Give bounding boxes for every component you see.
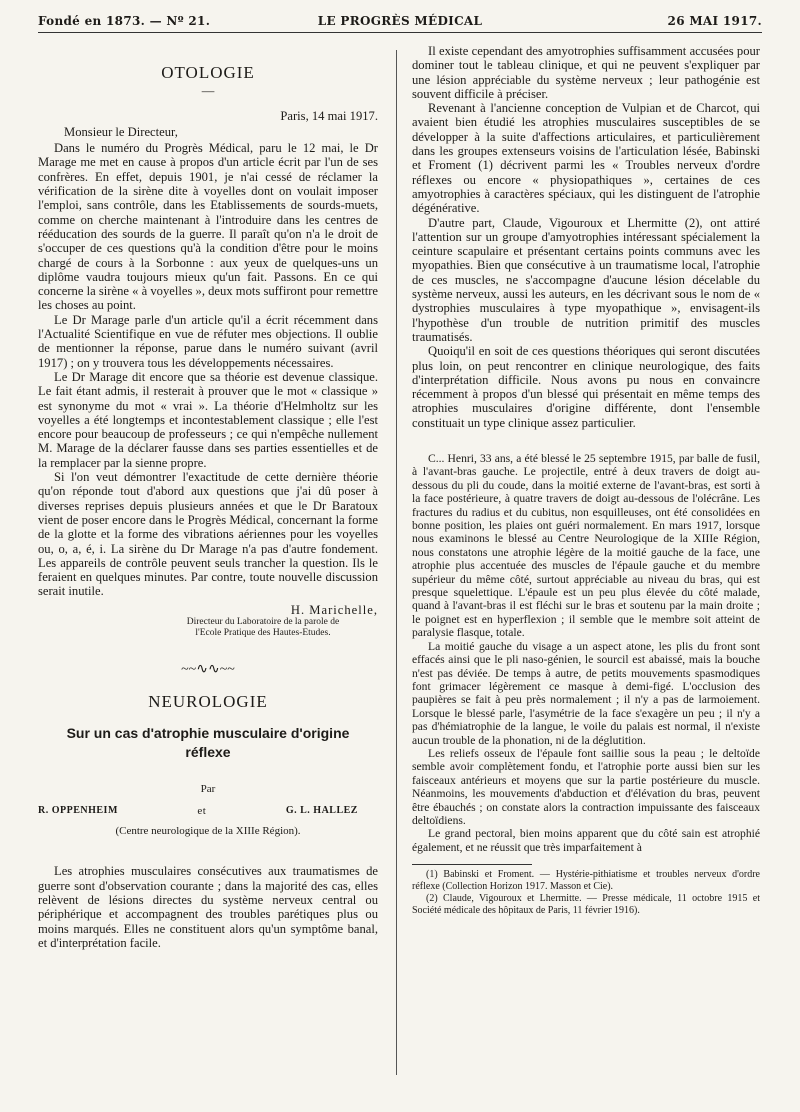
page-header [38, 12, 762, 33]
article-paragraph: D'autre part, Claude, Vigouroux et Lhermitte (2), ont attiré l'attention sur un groupe d'amyotrophies intéressant spécialement la ceinture scapulaire et présentant certains points communs avec les myopathies. Bien que consécutive à un traumatisme local, l'atrophie de ces muscles, ne s'accompagne d'aucune lésion décelable du système nerveux, aussi les auteurs, en les décrivant sous le nom de « dystrophies musculaires à type myopathique », envisagent-ils l'hypothèse d'un trouble de nutrition primitif des muscles traumatisés. [412, 215, 760, 344]
article-paragraph: Les atrophies musculaires consécutives aux traumatismes de guerre sont d'observation courante ; dans la majorité des cas, elles relèvent de lésions directes du système nerveux central ou périphérique et accompagnent des troubles parétiques plus ou moins marqués. Elles ne constituent alors qu'un symptôme banal, et d'interprétation facile. [38, 864, 378, 950]
case-paragraph: La moitié gauche du visage a un aspect atone, les plis du front sont effacés ainsi que le pli naso-génien, le sourcil est abaissé, mais la bouche n'est pas déviée. De temps à autre, de petits mouvements spasmodiques font grimacer légèrement ce masque à demi-figé. L'occlusion des paupières se fait à peu près normalement ; il n'y a pas de larmoiement. Lorsque le blessé parle, l'asymétrie de la face s'exagère un peu ; il n'y a pas d'hémiatrophie de la langue, le voile du palais est normal, il n'existe aucun trouble de la phonation, ni de la déglutition. [412, 639, 760, 747]
letter-paragraph: Le Dr Marage dit encore que sa théorie est devenue classique. Le fait étant admis, il resterait à prouver que le mot « classique » est synonyme du mot « vrai ». La théorie d'Helmholtz sur les voyelles a été longtemps et incontestablement classique ; elle l'est encore pour beaucoup de professeurs ; ce qui n'empêche nullement M. Marage de la déclarer fausse dans ses parties essentielles et de la remplacer par la sienne propre. [38, 369, 378, 470]
signature-affiliation: l'Ecole Pratique des Hautes-Etudes. [195, 627, 331, 638]
author-name: G. L. HALLEZ [285, 804, 358, 816]
title-dash: — [201, 84, 215, 99]
case-paragraph: C... Henri, 33 ans, a été blessé le 25 septembre 1915, par balle de fusil, à l'avant-bras gauche. Le projectile, entré à deux travers de doigt au-dessous du pli du coude, dans la moitié externe de l'avant-bras, est sorti à la face postérieure, à quatre travers de doigt au-dessous de l'olécrâne. Les fractures du radius et du cubitus, non esquilleuses, ont été consolidées en bonne position, les plaies ont guéri normalement. En mars 1917, lorsque nous examinons le blessé au Centre Neurologique de la XIIIe Région, nous constatons une atrophie légère de la moitié gauche de la face, une atrophie plus accentuée des muscles de l'épaule gauche et du membre supérieur du même côté, surtout appréciable au niveau du bras, qui est presque squelettique. L'épaule est un peu plus élevée du côté malade, quand à l'avant-bras il est fléchi sur le bras et soutenu par la main droite ; le poignet est en hyperflexion ; il semble que le membre soit atteint de paralysie flasque, totale. [412, 452, 760, 640]
letter-paragraph: Dans le numéro du Progrès Médical, paru le 12 mai, le Dr Marage me met en cause à propos d'un article écrit par l'un de ses confrères. En effet, depuis 1901, je n'ai cessé de réclamer la vérification de la sirène dite à voyelles dont on voulait imposer l'emploi, sans contrôle, dans les Etablissements de sourds-muets, comme on cherche maintenant à l'introduire dans les centres de rééducation des sourds de la guerre. Il paraît qu'on n'a le droit de s'occuper de ces questions qu'à la condition d'être pour le moins chargé de cours à la Sorbonne : aux yeux de quelques-uns un diplôme vaudra toujours mieux qu'un fait. Passons. En ce qui concerne la sirène « à voyelles », deux mots suffiront pour remettre les choses au point. [38, 141, 378, 313]
issue-date: 26 MAI 1917. [667, 14, 762, 28]
signature-affiliation: Directeur du Laboratoire de la parole de [186, 616, 340, 627]
author-conjunction: et [197, 804, 207, 817]
journal-title: LE PROGRÈS MÉDICAL [317, 14, 483, 28]
footnote-rule [412, 864, 532, 865]
letter-date: Paris, 14 mai 1917. [280, 108, 378, 123]
case-report [412, 452, 760, 854]
left-column [38, 44, 378, 950]
footnote: (1) Babinski et Froment. — Hystérie-pithiatisme et troubles nerveux d'ordre réflexe (Collection Horizon 1917. Masson et Cie). [412, 869, 760, 893]
letter-paragraph: Si l'on veut démontrer l'exactitude de cette dernière théorie qu'on réponde tout d'abord aux questions que j'ai dû poser à diverses reprises depuis plusieurs années et que le Dr Baratoux vient de poser encore dans le Progrès Médical, concernant la forme de la glotte et la forme des vibrations aériennes pour les voyelles ou, o, a, é, i. La sirène du Dr Marage n'a pas d'autre fondement. Les appareils de contrôle peuvent seuls trancher la question. Ils le feraient en quelques minutes. Par contre, toute nouvelle discussion serait inutile. [38, 470, 378, 599]
author-affiliation: (Centre neurologique de la XIIIe Région). [115, 825, 301, 838]
letter-salutation: Monsieur le Directeur, [64, 124, 178, 139]
section-title-otologie: OTOLOGIE [161, 63, 255, 82]
case-paragraph: Le grand pectoral, bien moins apparent que du côté sain est atrophié également, et ne réussit que très imparfaitement à [412, 827, 760, 854]
case-paragraph: Les reliefs osseux de l'épaule font saillie sous la peau ; le deltoïde semble avoir complètement fondu, et l'atrophie porte aussi bien sur les faisceaux antérieurs et moyens que sur la partie postérieure du muscle. Néanmoins, les mouvements d'abduction et d'élévation du bras, peuvent être ébauchés ; on constate alors la contraction impuissante des faisceaux deltoïdiens. [412, 746, 760, 827]
article-paragraph: Il existe cependant des amyotrophies suffisamment accusées pour dominer tout le tableau clinique, et qui ne peuvent s'expliquer par une lésion appréciable du système nerveux ; leur pathogénie est souvent difficile à préciser. [412, 44, 760, 101]
section-title-neurologie: NEUROLOGIE [148, 692, 268, 712]
letter-signature: H. Marichelle, [290, 602, 378, 617]
article-authors [38, 804, 358, 818]
article-title: Sur un cas d'atrophie musculaire d'origine réflexe [66, 724, 350, 760]
article-paragraph: Quoiqu'il en soit de ces questions théoriques qui seront discutées plus loin, on peut rencontrer en clinique neurologique, des faits d'interprétation difficile. Nous avons pu nous en convaincre récemment à propos d'un blessé qui présentait en même temps des atrophies musculaires d'origine différente, dont l'ensemble constituait un type clinique assez particulier. [412, 344, 760, 430]
footnote: (2) Claude, Vigouroux et Lhermitte. — Presse médicale, 11 octobre 1915 et Société médicale des hôpitaux de Paris, 11 février 1916). [412, 893, 760, 917]
right-column [412, 44, 760, 917]
ornament-divider: ~~∿∿~~ [181, 661, 235, 677]
author-name: R. OPPENHEIM [38, 804, 118, 816]
letter-paragraph: Le Dr Marage parle d'un article qu'il a écrit récemment dans l'Actualité Scientifique en vue de réfuter mes objections. Il oublie de mentionner la réponse, parue dans le numéro suivant (avril 1917) ; on y trouvera tous les développements nécessaires. [38, 312, 378, 370]
byline-par: Par [200, 782, 216, 795]
column-divider [396, 50, 397, 1075]
founded-issue-label: Fondé en 1873. — Nº 21. [38, 14, 211, 28]
article-paragraph: Revenant à l'ancienne conception de Vulpian et de Charcot, qui avaient bien étudié les atrophies musculaires susceptibles de se développer à la suite d'affections articulaires, et particulièrement dans les groupes extenseurs voisins de l'articulation lésée, Babinski et Froment (1) décrivent parmi les « Troubles nerveux d'ordre réflexes ou encore « physiopathiques », certaines de ces amyotrophies à caractères spéciaux, qui les distinguent de l'atrophie dégénérative. [412, 101, 760, 216]
